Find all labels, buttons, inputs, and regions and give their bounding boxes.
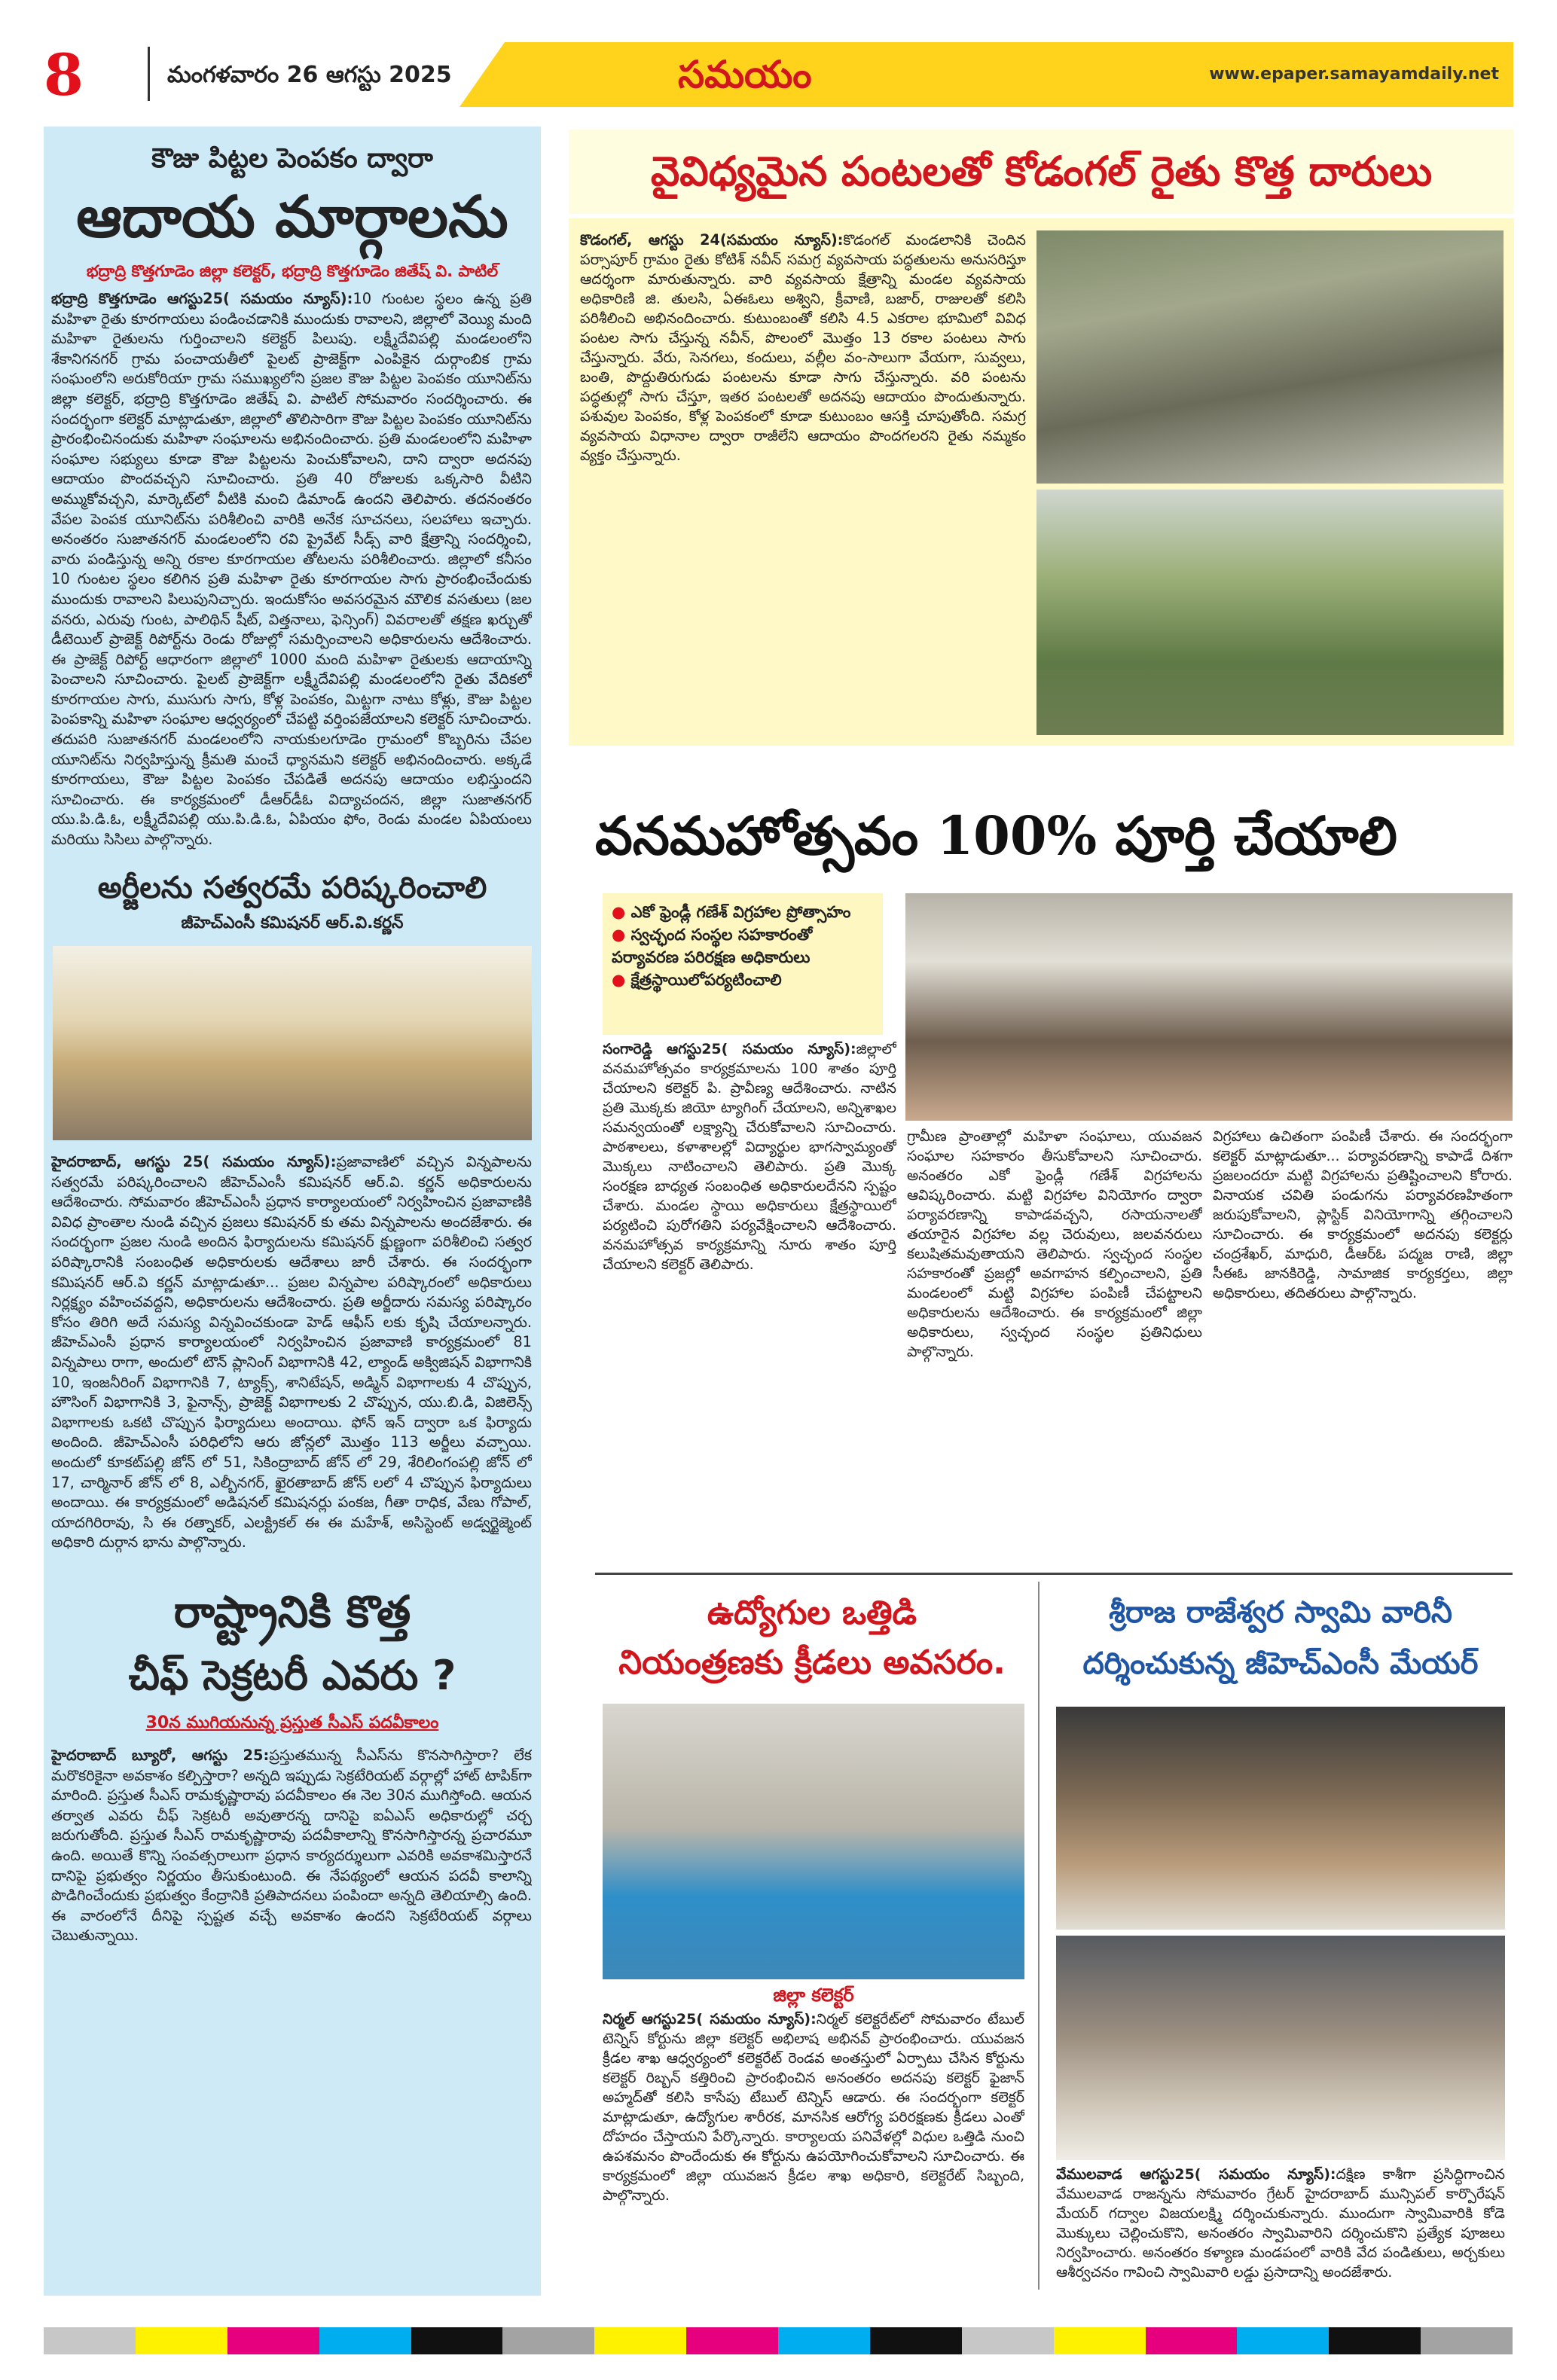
epaper-url[interactable]: www.epaper.samayamdaily.net — [1209, 65, 1499, 84]
article1-text: 10 గుంటల స్థలం ఉన్న ప్రతి మహిళా రైతు కూరగాయలు పండించడానికి ముందుకు రావాలని, జిల్లాలో వెయ్యి మంది మహిళా రైతులను గుర్తించాలని కలెక్టర్ పిలుపు. లక్ష్మీదేవిపల్లి మండలంలోని శేకానిగనగర్ గ్రామ పంచాయతీలో పైలట్ ప్రాజెక్ట్‌గా ఎంపికైన దుర్గాంబిక గ్రామ సంఘంలోని అరుకోరియా గ్రామ సముఖ్యలోని ప్రజల కౌజు పిట్టల పెంపకం యూనిట్‌ను జిల్లా కలెక్టర్, భద్రాద్రి కొత్తగూడెం జితేష్ వి. పాటిల్ సోమవారం సందర్శించారు. ఈ సందర్భంగా కలెక్టర్ మాట్లాడుతూ, జిల్లాలో తొలిసారిగా కౌజు పిట్టల పెంపకం యూనిట్‌ను ప్రారంభించినందుకు మహిళా సంఘాలను అభినందించారు. ప్రతి మండలంలోని మహిళా సంఘాల సభ్యులు కూడా కౌజు పిట్టలను పెంచుకోవాలని, దాని ద్వారా అదనపు ఆదాయం పొందవచ్చని సూచించారు. ప్రతి 40 రోజులకు ఒక్కసారి వీటిని అమ్ముకోవచ్చని, మార్కెట్‌లో వీటికి మంచి డిమాండ్ ఉందని తెలిపారు. తదనంతరం వేపల పెంపక యూనిట్‌ను పరిశీలించి వారికి అనేక సూచనలు, సలహాలు ఇచ్చారు. అనంతరం సుజాతనగర్ మండలంలోని రవి ప్రైవేట్ సీడ్స్ వారి క్షేత్రాన్ని సందర్శించి, వారు పండిస్తున్న అన్ని రకాల కూరగాయల తోటలను పరిశీలించారు. జిల్లాలో కనీసం 10 గుంటల స్థలం కలిగిన ప్రతి మహిళా రైతు కూరగాయల సాగు ప్రారంభించేందుకు ముందుకు రావాలని పిలుపునిచ్చారు. ఇందుకోసం అవసరమైన మౌలిక వసతులు (జల వనరు, ఎరువు గుంట, పాలిథిన్ షీట్, విత్తనాలు, ఫెన్సింగ్) వివరాలతో తక్షణ ఖర్చుతో డీటెయిల్ ప్రాజెక్ట్ రిపోర్ట్‌ను రెండు రోజుల్లో సమర్పించాలని అధికారులను ఆదేశించారు. ఈ ప్రాజెక్ట్ రిపోర్ట్ ఆధారంగా జిల్లాలో 1000 మంది మహిళా రైతులకు ఆదాయాన్ని పెంచాలని సూచించారు. పైలట్ ప్రాజెక్ట్‌గా లక్ష్మీదేవిపల్లి మండలంలోని రైతు వేదికలో కూరగాయల సాగు, ముసుగు సాగు, కోళ్ల పెంపకం, మిట్టగా నాటు కోళ్లు, కౌజు పిట్టల పెంపకాన్ని మహిళా సంఘాల ఆధ్వర్యంలో చేపట్టి వర్తింపజేయాలని కలెక్టర్ సూచించారు. తదుపరి సుజాతనగర్ మండలంలోని నాయకులగూడెం గ్రామంలో కొబ్బరిను చేపల యూనిట్‌ను నిర్వహిస్తున్న క్రీమతి మంచే ధ్యానమని కలెక్టర్ అభినందించారు. అక్కడే కూరగాయలు, కౌజు పిట్టల పెంపకం చేపడితే అదనపు ఆదాయం లభిస్తుందని సూచించారు. ఈ కార్యక్రమంలో డీఆర్‌డీఓ విద్యాచందన, జిల్లా సుజాతనగర్ యు.పి.డి.ఓ, లక్ష్మీదేవిపల్లి యు.పి.డి.ఓ, ఏపియం ఫోం, రెండు మండల ఏపియంలు మరియు సిసిలు పాల్గొన్నారు. — [51, 290, 532, 849]
article7-headline-line1: శ్రీరాజ రాజేశ్వర స్వామి వారినీ — [1109, 1595, 1452, 1630]
article1-byline: భద్రాద్రి కొత్తగూడెం జిల్లా కలెక్టర్, భద్రాద్రి కొత్తగూడెం జితేష్ వి. పాటిల్ — [86, 262, 499, 280]
page-header — [0, 0, 1557, 111]
article2-text: కొడంగల్ మండలానికి చెందిన పర్సాపూర్ గ్రామం రైతు కోటిశ్ నవీన్ సమగ్ర వ్యవసాయ పద్ధతులను అనుసరిస్తూ ఆదర్శంగా మారుతున్నారు. వారి వ్యవసాయ క్షేత్రాన్ని మండల వ్యవసాయ అధికారిణి జి. తులసి, ఏఈఓలు అశ్విని, క్రీవాణి, బజార్, రాజులతో కలిసి పరిశీలించి అభినందించారు. కుటుంబంతో కలిసి 4.5 ఎకరాల భూమిలో వివిధ పంటల సాగు చేస్తున్న నవీన్, పొలంలో మొత్తం 13 రకాల పంటలు సాగు చేస్తున్నారు. వేరు, సెనగలు, కందులు, వల్లీల వం-సాలుగా వేయగా, సువ్వలు, బంతి, పొద్దుతిరుగుడు పంటలను కూడా సాగు చేస్తున్నారు. వరి పంటను పద్ధతుల్లో సాగు చేస్తూ, ఇతర పంటలతో అదనపు ఆదాయం పొందుతున్నారు. పశువుల పెంపకం, కోళ్ల పెంపకంలో కూడా కుటుంబం ఆసక్తి చూపుతోంది. సమగ్ర వ్యవసాయ విధానాల ద్వారా రాజీలేని ఆదాయం పొందగలరని రైతు నమ్మకం వ్యక్తం చేస్తున్నారు. — [580, 231, 1026, 464]
issue-date: మంగళవారం 26 ఆగస్టు 2025 — [167, 62, 452, 88]
column-divider — [1038, 1582, 1040, 2290]
article5-col2: గ్రామీణ ప్రాంతాల్లో మహిళా సంఘాలు, యువజన సంఘాల సహకారం తీసుకోవాలని సూచించారు. అనంతరం ఎకో ఫ్రెండ్లీ గణేశ్ విగ్రహాలను ఆవిష్కరించారు. మట్టి విగ్రహాల వినియోగం ద్వారా పర్యావరణాన్ని కాపాడవచ్చని, రసాయనాలతో తయారైన విగ్రహాల వల్ల చెరువులు, జలవనరులు కలుషితమవుతాయని తెలిపారు. స్వచ్ఛంద సంస్థల సహకారంతో ప్రజల్లో అవగాహన కల్పించాలని, ప్రతి మండలంలో మట్టి విగ్రహాల పంపిణీ చేపట్టాలని అధికారులను ఆదేశించారు. ఈ కార్యక్రమంలో జిల్లా అధికారులు, స్వచ్ఛంద సంస్థల ప్రతినిధులు పాల్గొన్నారు. — [907, 1128, 1202, 1360]
article5-photo — [905, 893, 1513, 1121]
article5-dateline: సంగారెడ్డి ఆగస్టు25( సమయం న్యూస్): — [603, 1041, 856, 1057]
article6-headline-line2: నియంత్రణకు క్రీడలు అవసరం. — [618, 1643, 1006, 1682]
article2-headline: వైవిధ్యమైన పంటలతో కోడంగల్ రైతు కొత్త దారులు — [569, 130, 1514, 214]
article5-bullet-1: ● ఎకో ఫ్రెండ్లీ గణేశ్ విగ్రహాల ప్రోత్సాహం — [612, 903, 851, 921]
article4-dateline: హైదరాబాద్ బ్యూరో, ఆగస్టు 25: — [51, 1747, 270, 1764]
article2-body — [580, 230, 1026, 740]
article4-headline-line1: రాష్ట్రానికి కొత్త — [173, 1586, 411, 1637]
article6-caption: జిల్లా కలెక్టర్ — [773, 1985, 854, 2006]
section-divider — [595, 1573, 1513, 1575]
article3-body — [51, 1152, 532, 1577]
article5-headline: వనమహోత్సవం 100% పూర్తి చేయాలి — [595, 804, 1397, 867]
bullet-icon: ● — [612, 971, 631, 989]
page-number: 8 — [44, 41, 84, 108]
article1-kicker: కౌజు పిట్టల పెంపకం ద్వారా — [151, 143, 433, 174]
masthead-logo: సమయం — [678, 53, 812, 96]
article2-photo-top — [1036, 230, 1504, 484]
bullet-icon: ● — [612, 903, 631, 921]
bullet-icon: ● — [612, 926, 631, 944]
article3-dateline: హైదరాబాద్, ఆగస్టు 25( సమయం న్యూస్): — [51, 1153, 337, 1170]
article6-dateline: నిర్మల్ ఆగస్టు25( సమయం న్యూస్): — [603, 2011, 817, 2028]
article3-photo — [53, 946, 532, 1140]
article2-dateline: కొడంగల్, ఆగస్టు 24(సమయం న్యూస్): — [580, 231, 844, 249]
article4-subhead: 30న ముగియనున్న ప్రస్తుత సీఎస్ పదవీకాలం — [145, 1713, 439, 1732]
article7-body: వేములవాడ ఆగస్టు25( సమయం న్యూస్):దక్షిణ కాశీగా ప్రసిద్ధిగాంచిన వేములవాడ రాజన్నను సోమవారం గ్రేటర్ హైదరాబాద్ మున్సిపల్ కార్పొరేషన్ మేయర్ గద్వాల విజయలక్ష్మి దర్శించుకున్నారు. ముందుగా స్వామివారికి కోడె మొక్కులు చెల్లించుకొని, అనంతరం స్వామివారిని దర్శించుకొని ప్రత్యేక పూజలు నిర్వహించారు. అనంతరం కళ్యాణ మండపంలో వారికి వేద పండితులు, అర్చకులు ఆశీర్వచనం గావించి స్వామివారి లడ్డు ప్రసాదాన్ని అందజేశారు. — [1056, 2166, 1505, 2281]
article3-text: ప్రజావాణిలో వచ్చిన విన్నపాలను సత్వరమే పరిష్కరించాలని జీహెచ్ఎంసీ కమిషనర్ ఆర్.వి. కర్ణన్ అధికారులను ఆదేశించారు. సోమవారం జీహెచ్ఎంసీ ప్రధాన కార్యాలయంలో నిర్వహించిన ప్రజావాణికి వివిధ ప్రాంతాల నుండి వచ్చిన ప్రజలు కమిషనర్ కు తమ విన్నపాలను అందజేశారు. ఈ సందర్భంగా ప్రజల నుండి అందిన ఫిర్యాదులను కమిషనర్ క్షుణ్ణంగా పరిశీలించి సత్వర పరిష్కారానికి సంబంధిత అధికారులకు ఆదేశాలు జారీ చేశారు. ఈ సందర్భంగా కమిషనర్ ఆర్.వి కర్ణన్ మాట్లాడుతూ... ప్రజల విన్నపాల పరిష్కారంలో అధికారులు నిర్లక్ష్యం వహించవద్దని, అధికారులను ఆదేశించారు. ప్రతి అర్జీదారు సమస్య పరిష్కారం కోసం తిరిగి అదే సమస్య విన్నవించకుండా హెడ్ ఆఫీస్ లకు కృషి చేయాలన్నారు. జీహెచ్ఎంసీ ప్రధాన కార్యాలయంలో నిర్వహించిన ప్రజావాణి కార్యక్రమంలో 81 విన్నపాలు రాగా, అందులో టౌన్ ప్లానింగ్ విభాగానికి 42, ల్యాండ్ అక్విజిషన్ విభాగానికి 10, ఇంజనీరింగ్ విభాగానికి 7, ట్యాక్స్, శానిటేషన్, అడ్మిన్ విభాగాలకు 4 చొప్పున, హౌసింగ్ విభాగానికి 3, ఫైనాన్స్, ప్రాజెక్ట్ విభాగాలకు 2 చొప్పున, యు.బి.డి, విజిలెన్స్ విభాగాలకు ఒకటి చొప్పున ఫిర్యాదులు అందాయి. ఫోన్ ఇన్ ద్వారా ఒక ఫిర్యాదు అందింది. జీహెచ్ఎంసీ పరిధిలోని ఆరు జోన్లలో మొత్తం 113 అర్జీలు వచ్చాయి. అందులో కూకట్‌పల్లి జోన్ లో 51, సికింద్రాబాద్ జోన్ లో 29, శేరిలింగంపల్లి జోన్ లో 17, చార్మినార్ జోన్ లో 8, ఎల్బీనగర్, ఖైరతాబాద్ జోన్ లలో 4 చొప్పున ఫిర్యాదులు అందాయి. ఈ కార్యక్రమంలో అడిషనల్ కమిషనర్లు పంకజ, గీతా రాధిక, వేణు గోపాల్, యాదగిరిరావు, సి ఈ రత్నాకర్, ఎలక్ట్రికల్ ఈ ఈ మహేశ్, అసిస్టెంట్ అడ్వర్టైజ్మెంట్ అధికారి దుర్గాన భాను పాల్గొన్నారు. — [51, 1153, 532, 1552]
header-divider — [148, 47, 150, 101]
article6-photo — [603, 1704, 1024, 1979]
article6-headline-line1: ఉద్యోగుల ఒత్తిడి — [707, 1594, 917, 1632]
article5-highlights — [603, 893, 883, 1035]
article2-photo-bottom — [1036, 490, 1504, 735]
article7-photo-top — [1056, 1707, 1505, 1930]
article1-dateline: భద్రాద్రి కొత్తగూడెం ఆగస్టు25( సమయం న్యూస్): — [51, 290, 353, 307]
article1-headline: ఆదాయ మార్గాలను — [76, 183, 508, 250]
article7-photo-bottom — [1056, 1936, 1505, 2160]
article5-bullet-2: ● స్వచ్ఛంద సంస్థల సహకారంతో పర్యావరణ పరిరక్షణ అధికారులు — [612, 926, 813, 966]
article5-bullet-3: ● క్షేత్రస్థాయిలోపర్యటించాలి — [612, 971, 782, 989]
article4-headline-line2: చీఫ్ సెక్రటరీ ఎవరు ? — [128, 1652, 456, 1699]
article6-body: నిర్మల్ ఆగస్టు25( సమయం న్యూస్):నిర్మల్ కలెక్టరేట్‌లో సోమవారం టేబుల్ టెన్నిస్ కోర్టును జిల్లా కలెక్టర్ అభిలాష అభినవ్ ప్రారంభించారు. యువజన క్రీడల శాఖ ఆధ్వర్యంలో కలెక్టరేట్ రెండవ అంతస్తులో ఏర్పాటు చేసిన కోర్టును కలెక్టర్ రిబ్బన్ కత్తిరించి ప్రారంభించిన అనంతరం అదనపు కలెక్టర్ ఫైజాన్ అహ్మద్‌తో కలిసి కాసేపు టేబుల్ టెన్నిస్ ఆడారు. ఈ సందర్భంగా కలెక్టర్ మాట్లాడుతూ, ఉద్యోగుల శారీరక, మానసిక ఆరోగ్య పరిరక్షణకు క్రీడలు ఎంతో దోహదం చేస్తాయని పేర్కొన్నారు. కార్యాలయ పనివేళల్లో విధుల ఒత్తిడి నుంచి ఉపశమనం పొందేందుకు ఈ కోర్టును ఉపయోగించుకోవాలని సూచించారు. ఈ కార్యక్రమంలో జిల్లా యువజన క్రీడల శాఖ అధికారి, కలెక్టరేట్ సిబ్బంది, పాల్గొన్నారు. — [603, 2011, 1024, 2204]
article5-col1: సంగారెడ్డి ఆగస్టు25( సమయం న్యూస్):జిల్లాలో వనమహోత్సవం కార్యక్రమాలను 100 శాతం పూర్తి చేయాలని కలెక్టర్ పి. ప్రావీణ్య ఆదేశించారు. నాటిన ప్రతి మొక్కకు జియో ట్యాగింగ్ చేయాలని, అన్నిశాఖల సమన్వయంతో లక్ష్యాన్ని చేరుకోవాలని సూచించారు. పాఠశాలలు, కళాశాలల్లో విద్యార్థుల భాగస్వామ్యంతో మొక్కలు నాటించాలని తెలిపారు. ప్రతి మొక్క సంరక్షణ బాధ్యత సంబంధిత అధికారులదేనని స్పష్టం చేశారు. మండల స్థాయి అధికారులు క్షేత్రస్థాయిలో పర్యటించి పురోగతిని పర్యవేక్షించాలని ఆదేశించారు. వనమహోత్సవ కార్యక్రమాన్ని నూరు శాతం పూర్తి చేయాలని కలెక్టర్ తెలిపారు. — [603, 1041, 896, 1273]
article4-text: ప్రస్తుతమున్న సీఎస్‌ను కొనసాగిస్తారా? లేక మరొకరికైనా అవకాశం కల్పిస్తారా? అన్నది ఇప్పుడు సెక్రటేరియట్ వర్గాల్లో హాట్ టాపిక్‌గా మారింది. ప్రస్తుత సీఎస్ రామకృష్ణారావు పదవీకాలం ఈ నెల 30న ముగిస్తోంది. ఆయన తర్వాత ఎవరు చీఫ్ సెక్రటరీ అవుతారన్న దానిపై ఐఏఎస్ అధికారుల్లో చర్చ జరుగుతోంది. ప్రస్తుత సీఎస్ రామకృష్ణారావు పదవీకాలాన్ని కొనసాగిస్తారన్న ప్రచారమూ ఉంది. అయితే కొన్ని సంవత్సరాలుగా ప్రధాన కార్యదర్శులుగా ఎవరికి అవకాశమిస్తారనే దానిపై ప్రభుత్వం నిర్ణయం తీసుకుంటుంది. ఈ నేపథ్యంలో ఆయన పదవీ కాలాన్ని పొడిగించేందుకు ప్రభుత్వం కేంద్రానికి ప్రతిపాదనలు పంపిందా అన్నది తెలియాల్సి ఉంది. ఈ వారంలోనే దీనిపై స్పష్టత వచ్చే అవకాశం ఉందని సెక్రటేరియట్ వర్గాలు చెబుతున్నాయి. — [51, 1747, 532, 1945]
article4-body — [51, 1746, 532, 2288]
article3-byline: జీహెచ్ఎంసీ కమిషనర్ ఆర్.వి.కర్ణన్ — [181, 914, 404, 932]
color-registration-strip — [44, 2327, 1513, 2354]
article7-dateline: వేములవాడ ఆగస్టు25( సమయం న్యూస్): — [1056, 2166, 1336, 2183]
article1-body — [51, 289, 532, 920]
article7-headline-line2: దర్శించుకున్న జీహెచ్ఎంసీ మేయర్ — [1082, 1646, 1479, 1681]
header-band-edge — [459, 42, 505, 107]
article5-col3: విగ్రహాలు ఉచితంగా పంపిణీ చేశారు. ఈ సందర్భంగా కలెక్టర్ మాట్లాడుతూ... పర్యావరణాన్ని కాపాడే దిశగా ప్రజలందరూ మట్టి విగ్రహాలను ప్రతిష్టించాలని కోరారు. వినాయక చవితి పండుగను పర్యావరణహితంగా జరుపుకోవాలని, ప్లాస్టిక్ వినియోగాన్ని తగ్గించాలని సూచించారు. ఈ కార్యక్రమంలో అదనపు కలెక్టర్లు చంద్రశేఖర్, మాధురి, డీఆర్ఓ పద్మజ రాణి, జిల్లా సీఈఓ జానకిరెడ్డి, సామాజిక కార్యకర్తలు, జిల్లా అధికారులు, తదితరులు పాల్గొన్నారు. — [1213, 1128, 1513, 1301]
article3-headline: అర్జీలను సత్వరమే పరిష్కరించాలి — [97, 871, 487, 905]
